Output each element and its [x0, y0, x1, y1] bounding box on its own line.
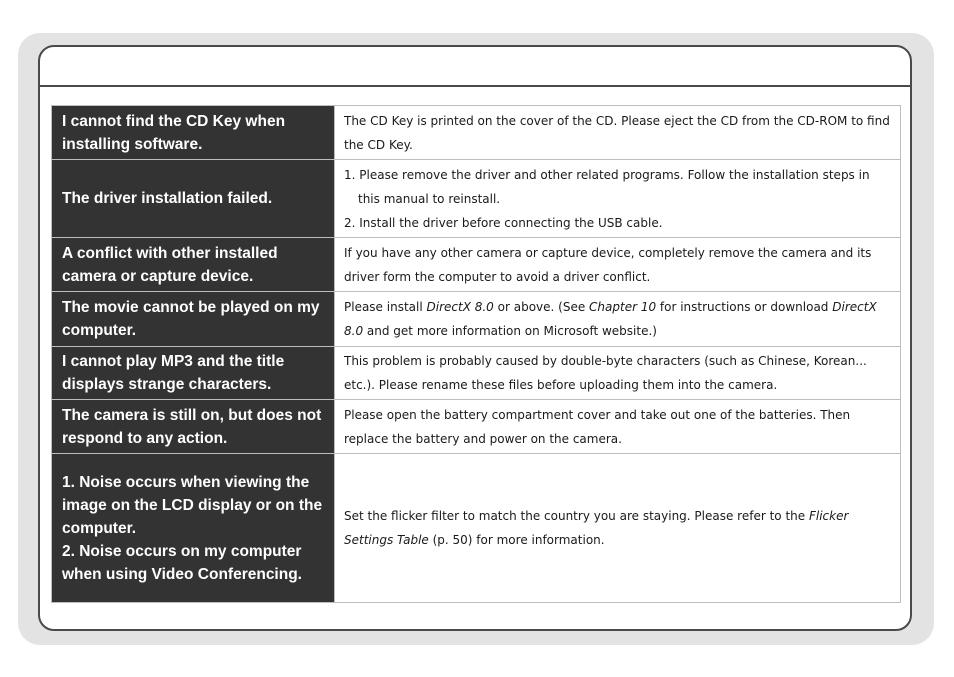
- question-cell: The movie cannot be played on my computer.: [52, 292, 335, 347]
- question-line: 1. Noise occurs when viewing the image on the LCD display or on the computer.: [62, 473, 323, 537]
- table-row: [52, 160, 901, 238]
- table-row: [52, 400, 901, 454]
- flicker-table-reference: Flicker Settings Table: [344, 509, 849, 547]
- answer-text: for instructions or download: [656, 300, 833, 314]
- question-cell: I cannot find the CD Key when installing software.: [52, 106, 335, 160]
- chapter-reference: Chapter 10: [589, 300, 657, 314]
- header-divider: [40, 85, 910, 87]
- table-row: [52, 454, 901, 603]
- answer-cell: Please open the battery compartment cover and take out one of the batteries. Then replace the battery and power on the camera.: [335, 400, 901, 454]
- answer-text: (p. 50) for more information.: [428, 533, 605, 547]
- answer-cell: [335, 160, 901, 238]
- question-cell: A conflict with other installed camera or capture device.: [52, 238, 335, 292]
- answer-cell: This problem is probably caused by double-byte characters (such as Chinese, Korean... etc.). Please rename these files before uploading them into the camera.: [335, 347, 901, 400]
- troubleshooting-table: [51, 105, 901, 603]
- question-cell: The driver installation failed.: [52, 160, 335, 238]
- answer-cell: If you have any other camera or capture device, completely remove the camera and its driver form the computer to avoid a driver conflict.: [335, 238, 901, 292]
- directx-reference: DirectX 8.0: [344, 300, 877, 338]
- answer-text: and get more information on Microsoft website.): [363, 324, 657, 338]
- table-row: [52, 292, 901, 347]
- question-cell: The camera is still on, but does not respond to any action.: [52, 400, 335, 454]
- question-cell: [52, 454, 335, 603]
- question-cell: I cannot play MP3 and the title displays strange characters.: [52, 347, 335, 400]
- answer-cell: [335, 292, 901, 347]
- answer-cell: [335, 454, 901, 603]
- answer-step: 1. Please remove the driver and other related programs. Follow the installation steps in this manual to reinstall.: [344, 167, 870, 206]
- table-row: [52, 106, 901, 160]
- answer-cell: The CD Key is printed on the cover of the CD. Please eject the CD from the CD-ROM to find the CD Key.: [335, 106, 901, 160]
- answer-text: Please install: [344, 300, 427, 314]
- table-row: [52, 347, 901, 400]
- directx-reference: DirectX 8.0: [426, 300, 494, 314]
- answer-step: 2. Install the driver before connecting the USB cable.: [344, 215, 663, 230]
- table-row: [52, 238, 901, 292]
- answer-text: or above. (See: [493, 300, 590, 314]
- answer-text: Set the flicker filter to match the country you are staying. Please refer to the: [344, 509, 809, 523]
- question-line: 2. Noise occurs on my computer when using Video Conferencing.: [62, 542, 302, 583]
